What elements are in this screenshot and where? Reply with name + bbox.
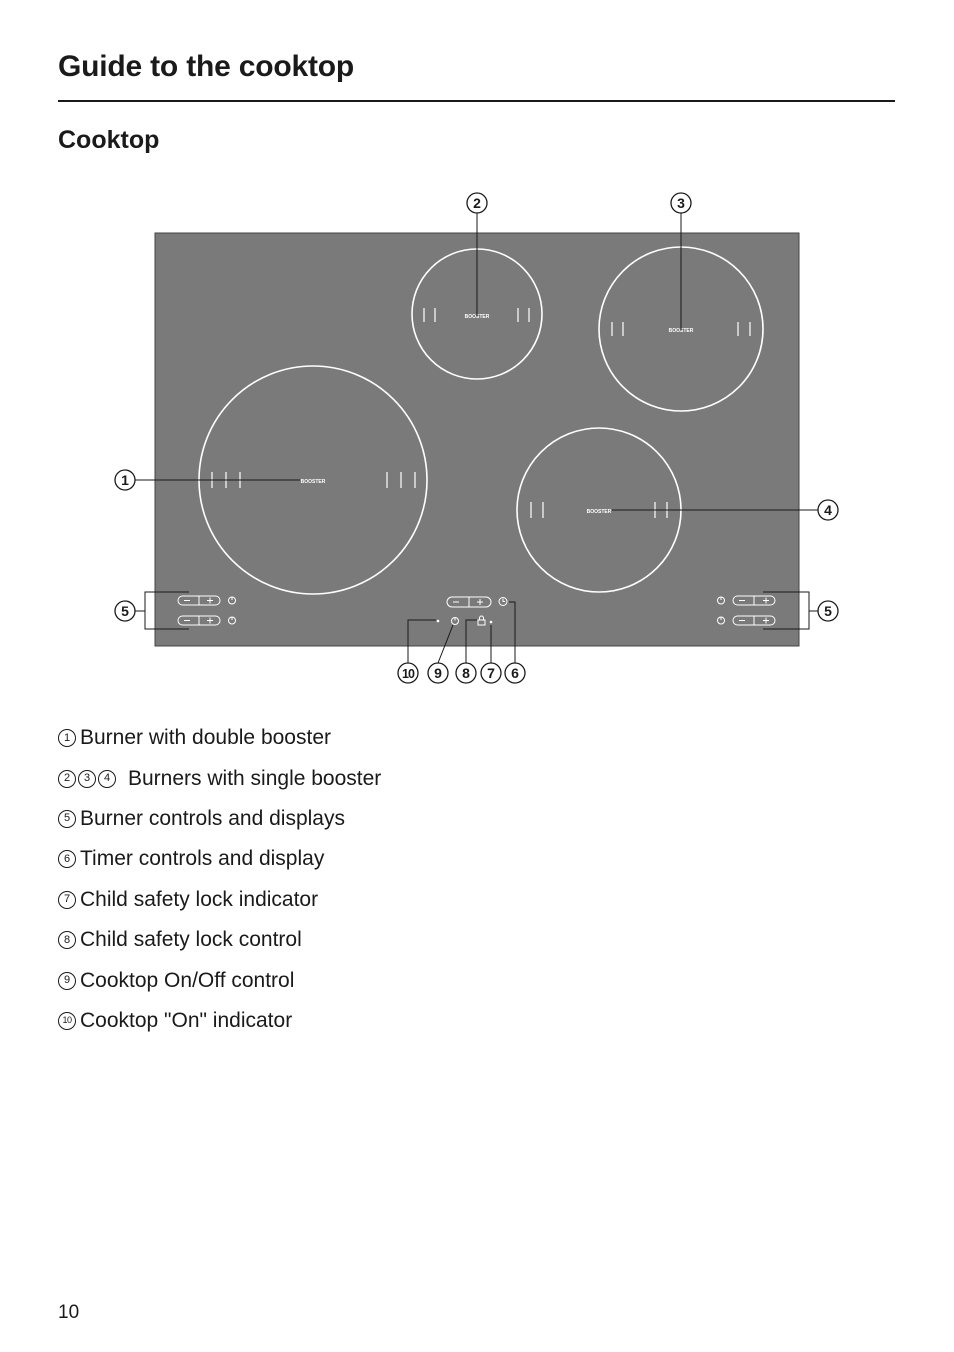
legend-text: Burners with single booster — [128, 766, 382, 790]
callout-4 — [818, 500, 838, 520]
legend-text: Burner with double booster — [80, 726, 331, 750]
callout-3 — [671, 193, 691, 213]
section-title: Cooktop — [58, 126, 160, 154]
svg-text:5: 5 — [824, 603, 832, 619]
svg-text:2: 2 — [473, 195, 481, 211]
callout-9 — [428, 663, 448, 683]
legend-number: 9 — [58, 972, 76, 990]
legend-text: Cooktop On/Off control — [80, 968, 295, 992]
legend-text: Child safety lock indicator — [80, 887, 319, 911]
booster-label-4: BOOSTER — [586, 509, 612, 515]
callout-5-left — [115, 601, 135, 621]
legend-text: Cooktop "On" indicator — [80, 1008, 293, 1032]
callout-1 — [115, 470, 135, 490]
svg-text:6: 6 — [511, 665, 519, 681]
legend-item — [58, 799, 381, 839]
legend-item — [58, 960, 381, 1000]
svg-text:1: 1 — [121, 472, 129, 488]
legend-number: 3 — [78, 770, 96, 788]
legend-item — [58, 758, 381, 798]
legend-number: 1 — [58, 729, 76, 747]
svg-text:4: 4 — [824, 502, 832, 518]
legend-item — [58, 880, 381, 920]
title-rule — [58, 100, 895, 102]
page-number: 10 — [58, 1302, 80, 1323]
booster-label-2: BOOSTER — [464, 314, 490, 320]
cooktop-diagram — [0, 180, 954, 690]
svg-text:8: 8 — [462, 665, 470, 681]
callout-2 — [467, 193, 487, 213]
legend-list — [58, 718, 381, 1041]
legend-number: 5 — [58, 810, 76, 828]
booster-label-3: BOOSTER — [668, 328, 694, 334]
legend-item — [58, 920, 381, 960]
svg-text:9: 9 — [434, 665, 442, 681]
svg-text:7: 7 — [487, 665, 495, 681]
legend-item — [58, 1001, 381, 1041]
legend-text: Child safety lock control — [80, 928, 302, 952]
on-indicator-dot — [437, 620, 440, 623]
svg-text:5: 5 — [121, 603, 129, 619]
callout-10 — [398, 663, 418, 683]
legend-number: 7 — [58, 891, 76, 909]
legend-number: 6 — [58, 850, 76, 868]
legend-number: 4 — [98, 770, 116, 788]
callout-5-right — [818, 601, 838, 621]
booster-label-1: BOOSTER — [300, 479, 326, 485]
legend-number: 10 — [58, 1012, 76, 1030]
legend-number: 2 — [58, 770, 76, 788]
callout-7 — [481, 663, 501, 683]
callout-6 — [505, 663, 525, 683]
callout-8 — [456, 663, 476, 683]
legend-number: 8 — [58, 931, 76, 949]
legend-text: Burner controls and displays — [80, 806, 345, 830]
lock-indicator-dot — [490, 621, 493, 624]
legend-text: Timer controls and display — [80, 847, 325, 871]
legend-item — [58, 839, 381, 879]
page-title: Guide to the cooktop — [58, 50, 354, 83]
svg-text:10: 10 — [402, 667, 414, 681]
svg-text:3: 3 — [677, 195, 685, 211]
legend-item — [58, 718, 381, 758]
